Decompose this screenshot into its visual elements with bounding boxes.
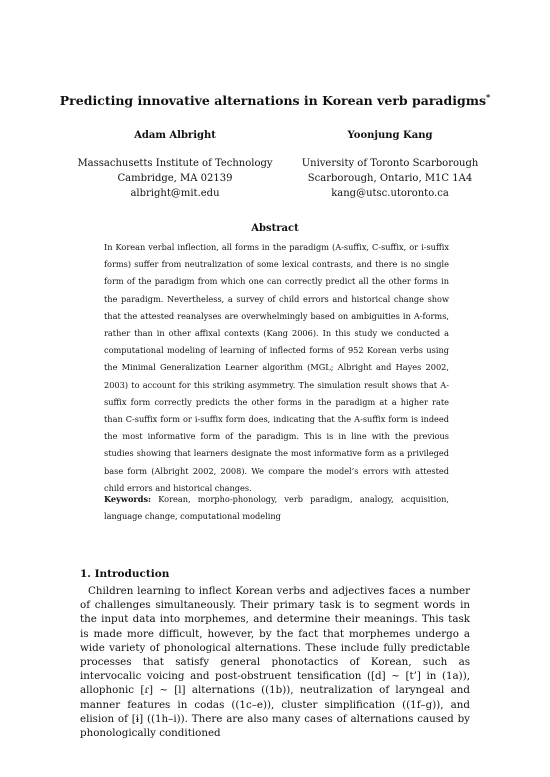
author-affiliation: Massachusetts Institute of Technology bbox=[77, 158, 273, 169]
author-1 bbox=[60, 128, 290, 201]
intro-paragraph: Children learning to inflect Korean verbs and adjectives faces a number of challenges simultaneously. Their primary task is to segment words in the input data into morphemes, and determine their meanings. This task is made more difficult, however, by the fact that morphemes undergo a wide variety of phonological alternations. These include fully predictable processes that satisfy general phonotactics of Korean, such as intervocalic voicing and post-obstruent tensification ([d] ~ [t’] in (1a)), allophonic [ɾ] ~ [l] alternations ((1b)), neutralization of laryngeal and manner features in codas ((1c–e)), cluster simplification ((1f–g)), and elision of [ɨ] ((1h–i)). There are also many cases of alternations caused by phonologically conditioned bbox=[80, 585, 470, 740]
author-email[interactable]: kang@utsc.utoronto.ca bbox=[331, 188, 449, 199]
author-address: Cambridge, MA 02139 bbox=[117, 173, 233, 184]
keywords bbox=[104, 491, 449, 525]
abstract-body: In Korean verbal inflection, all forms in the paradigm (A-suffix, C-suffix, or i-suffix forms) suffer from neutralization of some lexical contrasts, and there is no single form of the paradigm from which one can correctly predict all the other forms in the paradigm. Nevertheless, a survey of child errors and historical change show that the attested reanalyses are overwhelmingly based on ambiguities in A-forms, rather than in other affixal contexts (Kang 2006). In this study we conducted a computational modeling of learning of inflected forms of 952 Korean verbs using the Minimal Generalization Learner algorithm (MGL; Albright and Hayes 2002, 2003) to account for this striking asymmetry. The simulation result shows that A-suffix form correctly predicts the other forms in the paradigm at a higher rate than C-suffix form or i-suffix form does, indicating that the A-suffix form is indeed the most informative form of the paradigm. This is in line with the previous studies showing that learners designate the most informative form as a privileged base form (Albright 2002, 2008). We compare the model’s errors with attested child errors and historical changes. bbox=[104, 242, 449, 493]
paper-title bbox=[0, 92, 550, 108]
title-footnote-mark: * bbox=[486, 92, 491, 102]
author-2 bbox=[290, 128, 490, 201]
abstract-heading: Abstract bbox=[251, 223, 299, 234]
section-body bbox=[80, 584, 470, 740]
section-heading: 1. Introduction bbox=[80, 568, 170, 580]
keywords-text: Korean, morpho-phonology, verb paradigm, analogy, acquisition, language change, computational modeling bbox=[104, 494, 449, 522]
author-name: Adam Albright bbox=[134, 130, 216, 141]
keywords-label: Keywords: bbox=[104, 494, 152, 504]
author-name: Yoonjung Kang bbox=[347, 130, 433, 141]
title-text: Predicting innovative alternations in Korean verb paradigms bbox=[59, 93, 487, 109]
author-email[interactable]: albright@mit.edu bbox=[130, 188, 220, 199]
author-address: Scarborough, Ontario, M1C 1A4 bbox=[307, 173, 473, 184]
author-affiliation: University of Toronto Scarborough bbox=[301, 158, 479, 169]
